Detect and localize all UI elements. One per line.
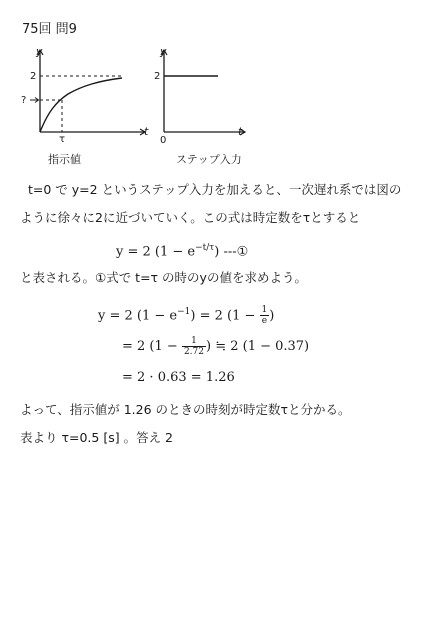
right-level-label: 2 [154, 71, 161, 82]
left-x-axis-label: t [144, 125, 149, 138]
left-query-label: ? [21, 95, 27, 106]
left-tau-label: τ [59, 134, 66, 145]
right-y-axis-label: y [160, 45, 167, 58]
equation-1 [116, 240, 248, 260]
equation-2-numerator: 1 [261, 305, 268, 316]
body-line-5: 表より τ=0.5 [s] 。答え 2 [20, 430, 173, 445]
equation-3-fraction [182, 336, 206, 357]
body-line-1: t=0 で y=2 というステップ入力を加えると、一次遅れ系では図の [28, 182, 402, 197]
equation-1-exponent: −t/τ [195, 243, 215, 253]
right-origin-label: 0 [160, 135, 167, 146]
equation-2-fraction [260, 305, 270, 326]
right-graph-caption: ステップ入力 [176, 153, 242, 166]
body-line-4: よって、指示値が 1.26 のときの時刻が時定数τと分かる。 [20, 402, 351, 417]
equation-3-denominator: 2.72 [183, 347, 204, 357]
equation-1-tail: ) ---① [214, 244, 249, 260]
response-curve [40, 78, 122, 132]
equation-2 [98, 304, 274, 326]
body-line-2: ように徐々に2に近づいていく。この式は時定数をτとすると [20, 210, 361, 225]
left-level-label: 2 [30, 71, 37, 82]
equation-3-numerator: 1 [182, 336, 206, 347]
equation-2-part-c: ) [269, 308, 275, 324]
equation-4: = 2 · 0.63 = 1.26 [122, 370, 235, 385]
equation-2-part-a: y = 2 (1 − e [98, 308, 178, 324]
equation-3-part-a: = 2 (1 − [122, 339, 178, 354]
left-y-axis-label: y [36, 45, 43, 58]
page-title: 75回 問9 [22, 22, 77, 37]
body-line-3: と表される。①式で t=τ の時のyの値を求めよう。 [20, 270, 307, 285]
equation-2-part-b: ) = 2 (1 − [190, 308, 256, 324]
right-x-axis-label: t [238, 125, 243, 138]
left-graph-caption: 指示値 [48, 153, 81, 166]
equation-2-exponent: −1 [177, 307, 191, 317]
equation-2-denominator: e [261, 316, 268, 327]
equation-3 [122, 336, 309, 357]
equation-1-main: y = 2 (1 − e [116, 244, 196, 260]
equation-3-part-b: ) ≒ 2 (1 − 0.37) [205, 339, 310, 354]
